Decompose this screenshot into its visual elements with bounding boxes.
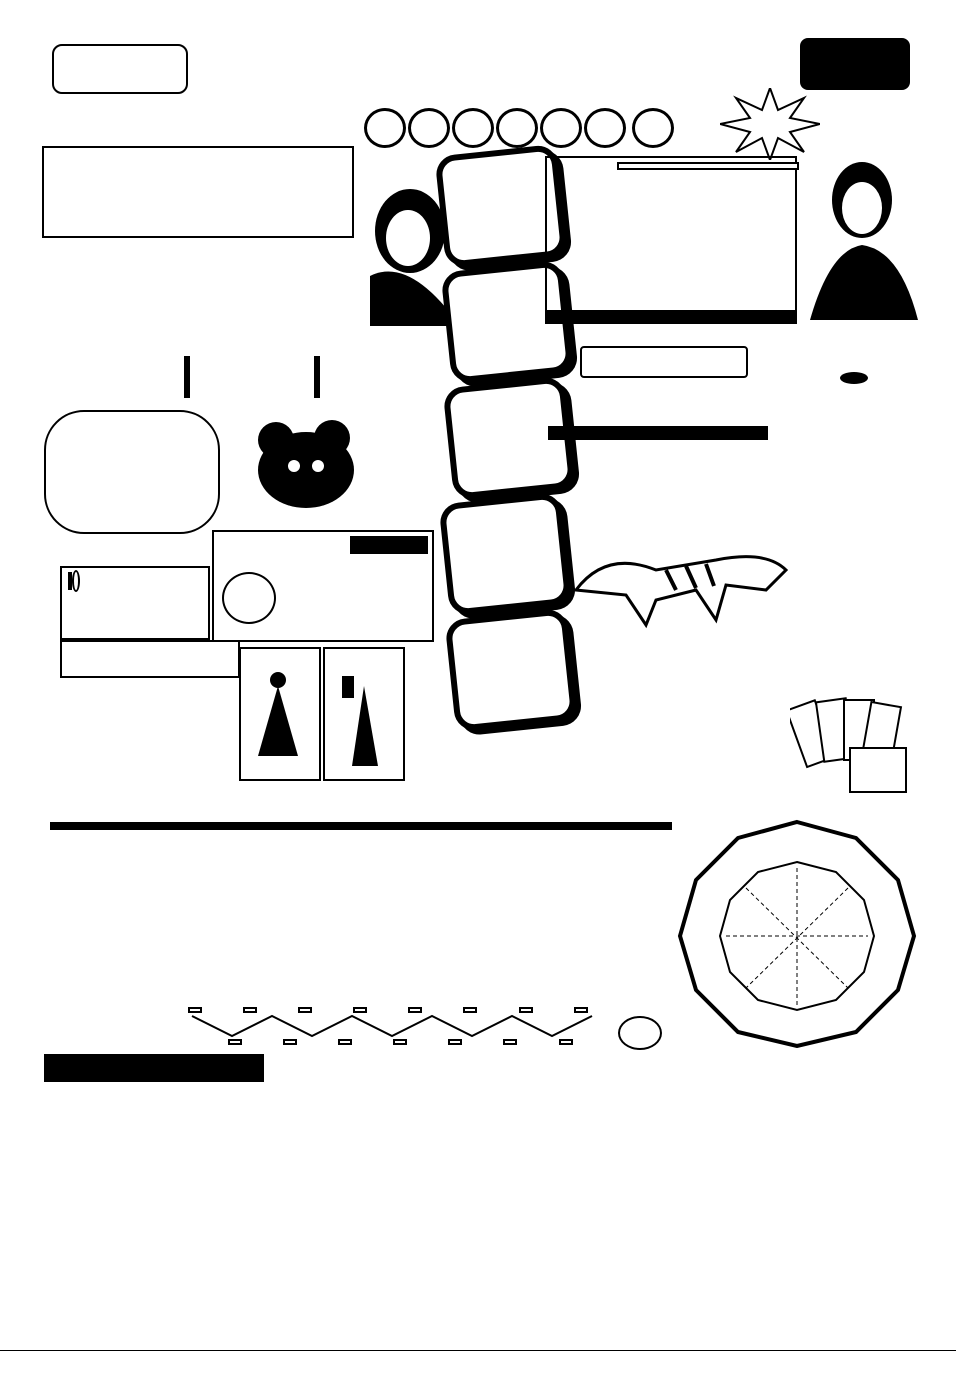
result-ball [496, 108, 538, 148]
rabbit-icon [836, 366, 872, 386]
zodiac-wheel [676, 818, 918, 1048]
title-char [438, 492, 571, 616]
handwritten-num [222, 572, 276, 624]
banner-line [50, 822, 672, 830]
trend-grid [266, 1054, 914, 1294]
special-ball [632, 108, 674, 148]
question-bubble [618, 1016, 662, 1050]
rat-icon [236, 410, 366, 520]
history-panel [44, 1054, 264, 1082]
tarot-cards-fan-icon [790, 694, 910, 794]
lady-portrait-icon [800, 150, 920, 320]
result-ball [452, 108, 494, 148]
secret-box [212, 530, 434, 642]
divider [184, 356, 190, 398]
special-cloud [44, 410, 220, 534]
tarot-title [60, 640, 240, 678]
intro-box [42, 146, 354, 238]
result-ball [584, 108, 626, 148]
secret-code [350, 536, 428, 554]
banner [50, 806, 672, 842]
result-ball [408, 108, 450, 148]
zodiac-box-bottom [545, 310, 797, 324]
authentic-badge [800, 38, 910, 90]
footer-rule [0, 1350, 956, 1351]
tarot-card-hermit-icon [322, 646, 406, 782]
history-title [44, 1054, 264, 1068]
zigzag-line [182, 1010, 622, 1040]
phone-title [580, 346, 748, 378]
slogan-box [52, 44, 188, 94]
phone-nums-bar [548, 426, 768, 440]
zodiac-rhyme [617, 162, 799, 170]
tiger-icon [566, 530, 796, 630]
history-footer1 [44, 1068, 264, 1082]
result-ball [540, 108, 582, 148]
result-balls [364, 108, 676, 148]
divider [314, 356, 320, 398]
zodiac-box [545, 156, 797, 324]
guess-tag-num2 [72, 570, 80, 592]
tarot-card-fool-icon [238, 646, 322, 782]
result-ball [364, 108, 406, 148]
guess-box [60, 566, 210, 640]
